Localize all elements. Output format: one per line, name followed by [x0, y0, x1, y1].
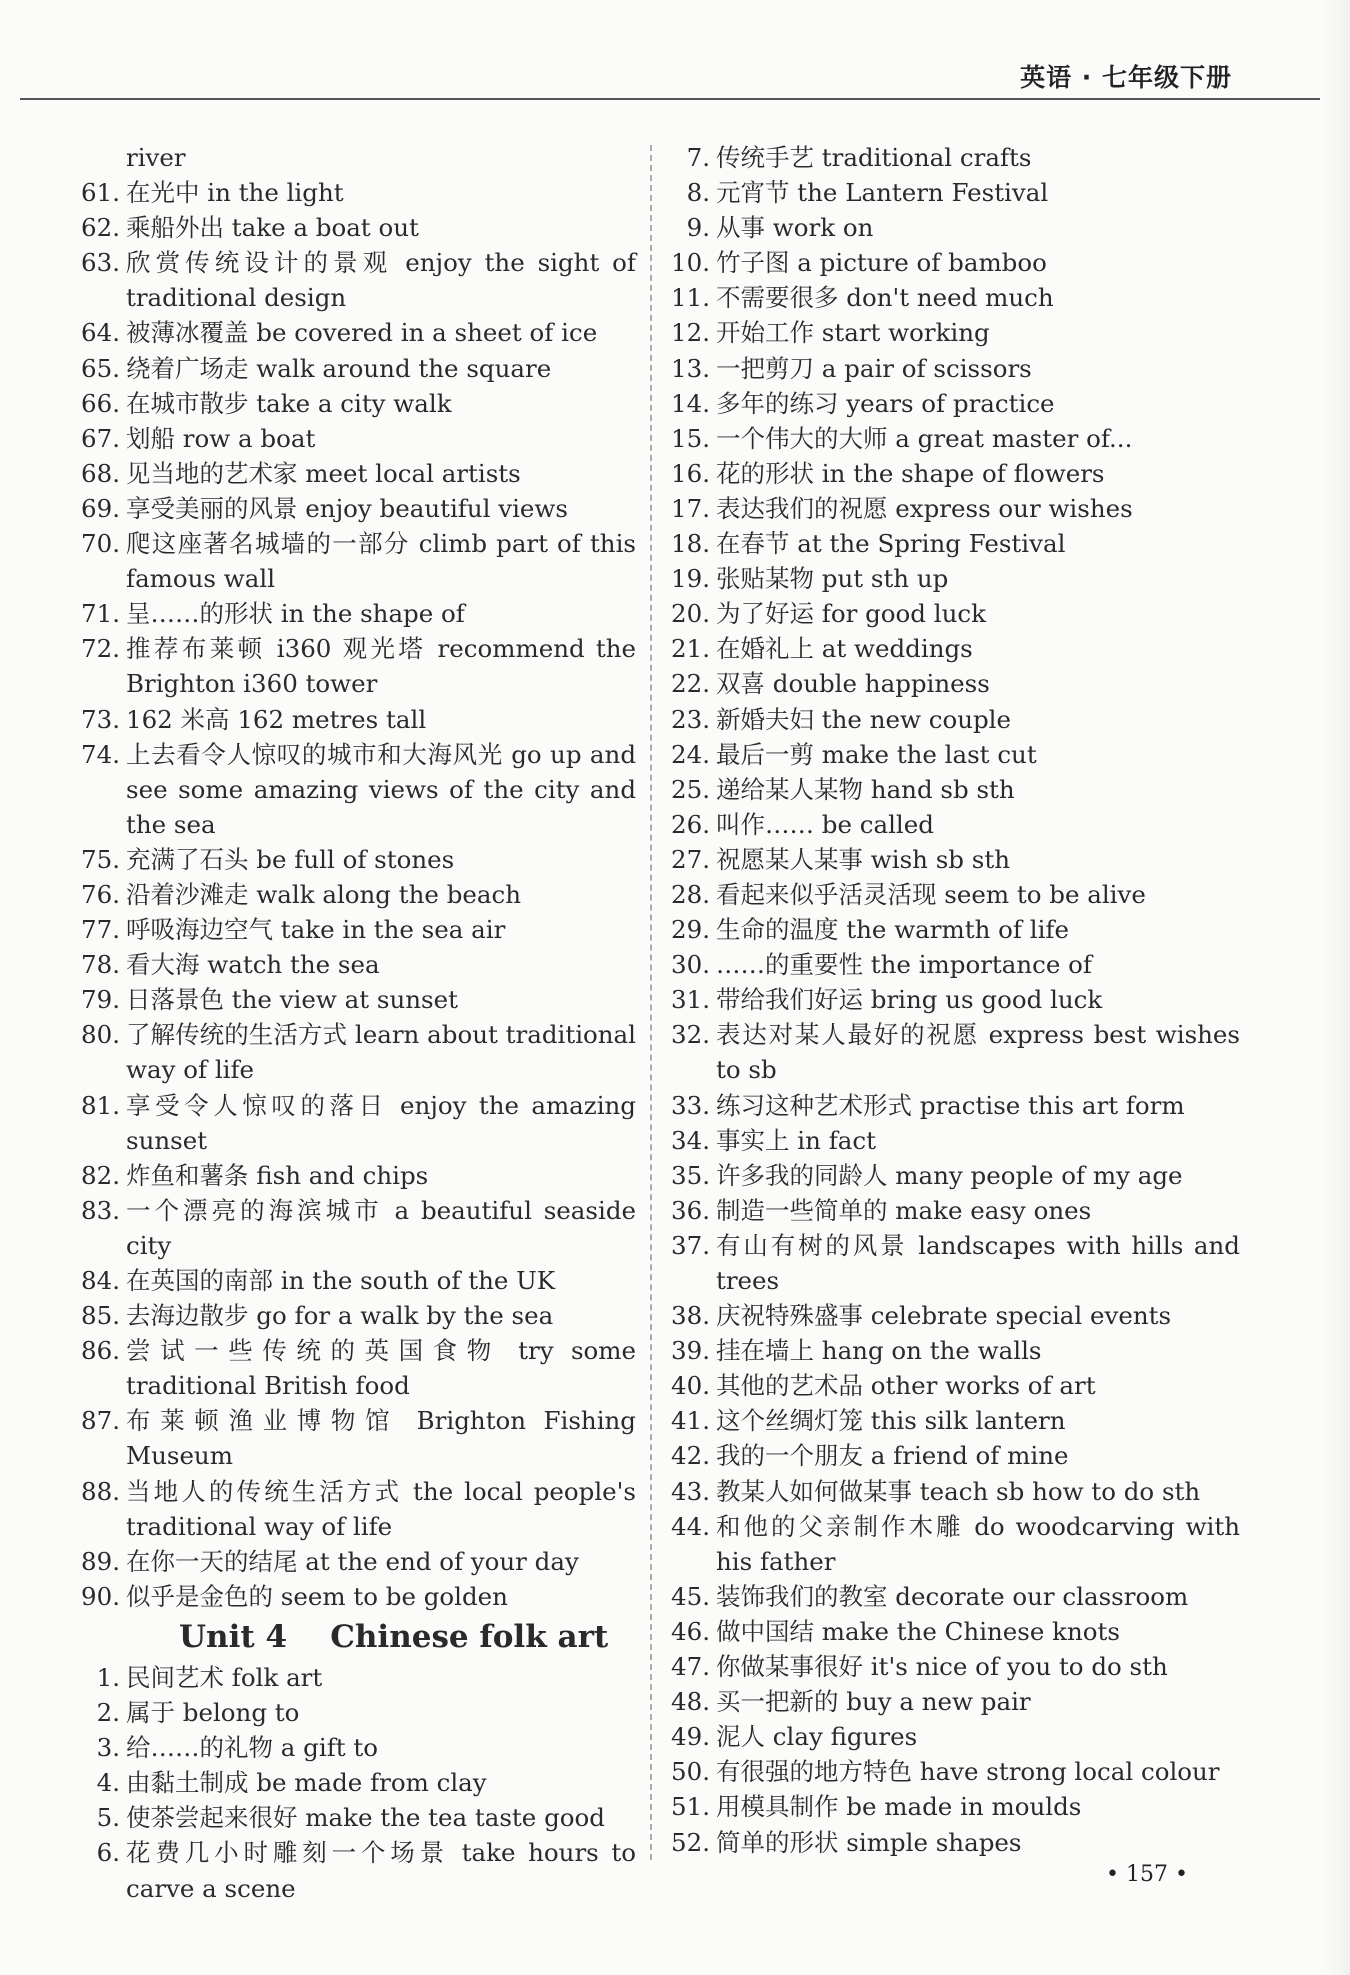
entry-text: 我的一个朋友 a friend of mine	[716, 1441, 1069, 1471]
entry-number: 70.	[81, 529, 120, 559]
entry-text: 练习这种艺术形式 practise this art form	[716, 1090, 1185, 1120]
entry-number: 45.	[671, 1581, 710, 1611]
entry-text: 在光中 in the light	[126, 178, 344, 208]
entry-number: 23.	[671, 704, 710, 734]
entry-text: 双喜 double happiness	[716, 669, 990, 699]
entry-text: 划船 row a boat	[126, 423, 316, 453]
margin-shade	[1322, 0, 1350, 1975]
entry-text: 张贴某物 put sth up	[716, 564, 949, 594]
entry-text: 去海边散步 go for a walk by the sea	[126, 1301, 554, 1331]
entry-number: 64.	[81, 318, 120, 348]
entry-number: 35.	[671, 1160, 710, 1190]
entry-number: 28.	[671, 879, 710, 909]
entry-number: 81.	[81, 1090, 120, 1120]
vocab-entry	[76, 1333, 636, 1403]
column-divider	[650, 145, 652, 1860]
vocab-entry	[76, 1263, 636, 1298]
vocab-entry	[76, 912, 636, 947]
entry-text: 使茶尝起来很好 make the tea taste good	[126, 1803, 605, 1833]
entry-text: 买一把新的 buy a new pair	[716, 1687, 1031, 1717]
vocab-entry	[76, 1193, 636, 1263]
entry-text: 在婚礼上 at weddings	[716, 634, 973, 664]
entry-text: 当地人的传统生活方式 the local people's traditional way of life	[126, 1476, 636, 1541]
entry-number: 89.	[81, 1546, 120, 1576]
entry-number: 3.	[96, 1733, 120, 1763]
vocab-entry	[666, 1474, 1240, 1509]
entry-number: 86.	[81, 1336, 120, 1366]
entry-number: 85.	[81, 1301, 120, 1331]
vocab-entry	[666, 842, 1240, 877]
vocab-entry	[76, 1298, 636, 1333]
entry-text: 民间艺术 folk art	[126, 1662, 323, 1692]
entry-text: 由黏土制成 be made from clay	[126, 1768, 487, 1798]
vocab-entry	[76, 1474, 636, 1544]
entry-number: 84.	[81, 1266, 120, 1295]
entry-text: 这个丝绸灯笼 this silk lantern	[716, 1406, 1066, 1436]
vocab-entry	[76, 702, 636, 737]
entry-number: 41.	[671, 1406, 710, 1436]
entry-text: 泥人 clay figures	[716, 1722, 918, 1752]
entry-text: 似乎是金色的 seem to be golden	[126, 1581, 508, 1611]
entry-text: 不需要很多 don't need much	[716, 283, 1054, 313]
vocab-entry	[666, 1403, 1240, 1438]
vocab-entry	[76, 1088, 636, 1158]
entry-number: 20.	[671, 599, 710, 629]
entry-text: 在你一天的结尾 at the end of your day	[126, 1546, 579, 1576]
entry-number: 48.	[671, 1687, 710, 1717]
entry-text: 了解传统的生活方式 learn about traditional way of life	[126, 1020, 636, 1085]
entry-number: 19.	[671, 564, 710, 594]
entry-text: ……的重要性 the importance of	[716, 950, 1092, 980]
vocab-entry	[666, 1438, 1240, 1473]
entry-text: 挂在墙上 hang on the walls	[716, 1336, 1042, 1366]
right-entry-list	[666, 140, 1240, 1860]
vocab-entry	[666, 1614, 1240, 1649]
entry-number: 26.	[671, 809, 710, 839]
entry-text: 事实上 in fact	[716, 1125, 876, 1155]
vocab-entry	[76, 1800, 636, 1835]
vocab-entry	[666, 631, 1240, 666]
entry-number: 9.	[686, 213, 710, 243]
entry-text: 用模具制作 be made in moulds	[716, 1792, 1082, 1822]
entry-number: 51.	[671, 1792, 710, 1822]
entry-text: 其他的艺术品 other works of art	[716, 1371, 1096, 1401]
entry-number: 76.	[81, 879, 120, 909]
vocab-entry	[76, 1835, 636, 1905]
vocab-entry	[666, 1789, 1240, 1824]
entry-number: 39.	[671, 1336, 710, 1366]
entry-text: 一个伟大的大师 a great master of...	[716, 423, 1133, 453]
entry-number: 71.	[81, 599, 120, 629]
vocab-entry	[666, 140, 1240, 175]
entry-text: 制造一些简单的 make easy ones	[716, 1195, 1092, 1225]
entry-text: 一把剪刀 a pair of scissors	[716, 353, 1032, 383]
vocab-entry	[666, 1649, 1240, 1684]
vocab-entry	[666, 1368, 1240, 1403]
entry-number: 17.	[671, 493, 710, 523]
entry-text: 表达对某人最好的祝愿 express best wishes to sb	[716, 1020, 1240, 1085]
entry-text: 花的形状 in the shape of flowers	[716, 458, 1105, 488]
entry-number: 13.	[671, 353, 710, 383]
vocab-entry	[76, 1660, 636, 1695]
entry-text: 新婚夫妇 the new couple	[716, 704, 1012, 734]
entry-text: 在春节 at the Spring Festival	[716, 529, 1066, 559]
entry-number: 34.	[671, 1125, 710, 1155]
vocab-entry	[76, 631, 636, 701]
entry-number: 66.	[81, 388, 120, 418]
vocab-entry	[666, 772, 1240, 807]
vocab-entry	[76, 842, 636, 877]
vocab-entry	[76, 877, 636, 912]
vocab-entry	[666, 1017, 1240, 1087]
entry-text: 上去看令人惊叹的城市和大海风光 go up and see some amazing views of the city and the sea	[126, 739, 636, 839]
entry-text: 乘船外出 take a boat out	[126, 213, 419, 243]
vocab-entry	[666, 596, 1240, 631]
entry-text: 多年的练习 years of practice	[716, 388, 1055, 418]
entry-text: 开始工作 start working	[716, 318, 990, 348]
entry-number: 37.	[671, 1230, 710, 1260]
entry-number: 40.	[671, 1371, 710, 1401]
vocab-entry	[666, 1333, 1240, 1368]
vocab-entry	[666, 526, 1240, 561]
entry-text: 有很强的地方特色 have strong local colour	[716, 1757, 1220, 1787]
entry-text: 你做某事很好 it's nice of you to do sth	[716, 1652, 1168, 1682]
entry-text: river	[126, 143, 186, 172]
entry-text: 有山有树的风景 landscapes with hills and trees	[716, 1230, 1240, 1295]
entry-number: 33.	[671, 1090, 710, 1120]
entry-text: 给……的礼物 a gift to	[126, 1733, 378, 1763]
right-column	[666, 140, 1240, 1860]
vocab-entry	[76, 1017, 636, 1087]
entry-text: 充满了石头 be full of stones	[126, 844, 455, 874]
entry-number: 8.	[686, 178, 710, 208]
entry-number: 80.	[81, 1020, 120, 1050]
vocab-entry	[666, 1825, 1240, 1860]
vocab-entry	[76, 491, 636, 526]
entry-text: 花费几小时雕刻一个场景 take hours to carve a scene	[126, 1838, 636, 1903]
vocab-entry	[666, 1579, 1240, 1614]
entry-text: 简单的形状 simple shapes	[716, 1827, 1022, 1857]
entry-text: 祝愿某人某事 wish sb sth	[716, 844, 1010, 874]
vocab-entry	[666, 1719, 1240, 1754]
entry-text: 看起来似乎活灵活现 seem to be alive	[716, 879, 1146, 909]
entry-text: 最后一剪 make the last cut	[716, 739, 1037, 769]
entry-number: 73.	[81, 704, 120, 734]
entry-number: 61.	[81, 178, 120, 208]
entry-text: 做中国结 make the Chinese knots	[716, 1616, 1120, 1646]
entry-number: 50.	[671, 1757, 710, 1787]
entry-text: 呼吸海边空气 take in the sea air	[126, 915, 506, 945]
entry-number: 21.	[671, 634, 710, 664]
entry-number: 12.	[671, 318, 710, 348]
vocab-entry	[666, 1193, 1240, 1228]
running-header: 英语 · 七年级下册	[1020, 63, 1232, 92]
vocab-entry	[666, 175, 1240, 210]
vocab-entry	[666, 421, 1240, 456]
vocab-entry	[76, 315, 636, 350]
entry-number: 36.	[671, 1195, 710, 1225]
vocab-entry	[666, 491, 1240, 526]
entry-number: 46.	[671, 1616, 710, 1646]
entry-number: 47.	[671, 1652, 710, 1682]
vocab-entry	[76, 1730, 636, 1765]
vocab-entry	[666, 947, 1240, 982]
entry-number: 77.	[81, 915, 120, 945]
entry-number: 38.	[671, 1301, 710, 1331]
entry-number: 82.	[81, 1160, 120, 1190]
vocab-entry	[76, 1695, 636, 1730]
vocab-entry	[666, 315, 1240, 350]
entry-number: 75.	[81, 844, 120, 874]
entry-text: 尝试一些传统的英国食物 try some traditional British food	[126, 1336, 636, 1401]
entry-text: 一个漂亮的海滨城市 a beautiful seaside city	[126, 1195, 636, 1260]
entry-number: 14.	[671, 388, 710, 418]
entry-number: 68.	[81, 458, 120, 488]
vocab-entry	[666, 561, 1240, 596]
entry-number: 83.	[81, 1195, 120, 1225]
entry-number: 6.	[96, 1838, 120, 1868]
entry-number: 62.	[81, 213, 120, 243]
entry-text: 带给我们好运 bring us good luck	[716, 985, 1103, 1015]
vocab-entry	[76, 456, 636, 491]
vocab-entry	[76, 386, 636, 421]
entry-text: 在英国的南部 in the south of the UK	[126, 1266, 556, 1295]
vocab-entry	[76, 1158, 636, 1193]
vocab-entry	[76, 1544, 636, 1579]
entry-text: 见当地的艺术家 meet local artists	[126, 458, 521, 488]
entry-number: 90.	[81, 1581, 120, 1611]
entry-text: 享受美丽的风景 enjoy beautiful views	[126, 493, 568, 523]
vocab-entry	[666, 807, 1240, 842]
vocab-entry	[666, 702, 1240, 737]
entry-text: 表达我们的祝愿 express our wishes	[716, 493, 1133, 523]
vocab-entry	[666, 386, 1240, 421]
entry-text: 叫作…… be called	[716, 809, 934, 839]
vocab-entry	[76, 596, 636, 631]
entry-number: 22.	[671, 669, 710, 699]
entry-text: 看大海 watch the sea	[126, 950, 380, 980]
entry-text: 传统手艺 traditional crafts	[716, 143, 1032, 172]
entry-text: 爬这座著名城墙的一部分 climb part of this famous wall	[126, 529, 636, 594]
entry-text: 欣赏传统设计的景观 enjoy the sight of traditional design	[126, 248, 636, 313]
vocab-entry	[666, 210, 1240, 245]
entry-number: 32.	[671, 1020, 710, 1050]
vocab-entry	[76, 737, 636, 842]
entry-text: 炸鱼和薯条 fish and chips	[126, 1160, 429, 1190]
entry-number: 67.	[81, 423, 120, 453]
vocab-entry	[666, 456, 1240, 491]
entry-text: 呈……的形状 in the shape of	[126, 599, 465, 629]
vocab-entry	[666, 1298, 1240, 1333]
entry-text: 日落景色 the view at sunset	[126, 985, 458, 1015]
entry-number: 25.	[671, 774, 710, 804]
entry-number: 29.	[671, 915, 710, 945]
entry-number: 15.	[671, 423, 710, 453]
entry-number: 24.	[671, 739, 710, 769]
vocab-entry	[76, 210, 636, 245]
vocab-entry	[666, 1158, 1240, 1193]
entry-number: 65.	[81, 353, 120, 383]
entry-text: 从事 work on	[716, 213, 874, 243]
entry-number: 49.	[671, 1722, 710, 1752]
entry-text: 在城市散步 take a city walk	[126, 388, 452, 418]
entry-number: 7.	[686, 143, 710, 172]
unit-heading: Unit 4 Chinese folk art	[179, 1618, 609, 1655]
vocab-entry	[666, 280, 1240, 315]
header-rule	[20, 98, 1320, 100]
entry-text: 许多我的同龄人 many people of my age	[716, 1160, 1183, 1190]
entry-number: 11.	[671, 283, 710, 313]
vocab-entry	[666, 1088, 1240, 1123]
entry-number: 2.	[96, 1698, 120, 1728]
entry-number: 43.	[671, 1476, 710, 1506]
vocab-entry	[666, 1228, 1240, 1298]
entry-text: 竹子图 a picture of bamboo	[716, 248, 1047, 278]
vocab-entry	[666, 1684, 1240, 1719]
vocab-entry	[76, 1765, 636, 1800]
vocab-entry	[666, 1123, 1240, 1158]
entry-number: 27.	[671, 844, 710, 874]
vocab-entry	[76, 1579, 636, 1614]
entry-text: 属于 belong to	[126, 1698, 300, 1728]
entry-text: 庆祝特殊盛事 celebrate special events	[716, 1301, 1172, 1331]
vocab-entry	[666, 245, 1240, 280]
entry-number: 87.	[81, 1406, 120, 1436]
vocab-entry	[666, 666, 1240, 701]
entry-number: 4.	[96, 1768, 120, 1798]
entry-text: 装饰我们的教室 decorate our classroom	[716, 1581, 1189, 1611]
entry-text: 元宵节 the Lantern Festival	[716, 178, 1049, 208]
vocab-entry	[666, 912, 1240, 947]
entry-text: 162 米高 162 metres tall	[126, 704, 427, 734]
entry-number: 31.	[671, 985, 710, 1015]
entry-number: 72.	[81, 634, 120, 664]
entry-text: 教某人如何做某事 teach sb how to do sth	[716, 1476, 1201, 1506]
entry-text: 和他的父亲制作木雕 do woodcarving with his father	[716, 1511, 1240, 1576]
vocab-entry	[76, 175, 636, 210]
vocab-entry	[666, 351, 1240, 386]
page-number: • 157 •	[1106, 1862, 1188, 1887]
entry-number: 88.	[81, 1476, 120, 1506]
entry-text: 布莱顿渔业博物馆 Brighton Fishing Museum	[126, 1406, 636, 1471]
vocab-entry	[666, 877, 1240, 912]
entry-text: 生命的温度 the warmth of life	[716, 915, 1069, 945]
entry-number: 5.	[96, 1803, 120, 1833]
entry-text: 绕着广场走 walk around the square	[126, 353, 552, 383]
entry-text: 推荐布莱顿 i360 观光塔 recommend the Brighton i360 tower	[126, 634, 636, 699]
unit-entry-list	[76, 1660, 636, 1906]
entry-number: 44.	[671, 1511, 710, 1541]
entry-text: 为了好运 for good luck	[716, 599, 986, 629]
vocab-entry	[666, 982, 1240, 1017]
entry-number: 78.	[81, 950, 120, 980]
vocab-entry	[76, 140, 636, 175]
entry-number: 74.	[81, 739, 120, 769]
entry-number: 69.	[81, 493, 120, 523]
vocab-entry	[76, 351, 636, 386]
entry-number: 16.	[671, 458, 710, 488]
vocab-entry	[76, 245, 636, 315]
vocab-entry	[76, 947, 636, 982]
entry-text: 享受令人惊叹的落日 enjoy the amazing sunset	[126, 1090, 636, 1155]
vocab-entry	[666, 1509, 1240, 1579]
vocab-entry	[76, 526, 636, 596]
entry-number: 10.	[671, 248, 710, 278]
vocab-entry	[76, 982, 636, 1017]
vocab-entry	[76, 1403, 636, 1473]
vocab-entry	[666, 737, 1240, 772]
entry-text: 被薄冰覆盖 be covered in a sheet of ice	[126, 318, 598, 348]
vocab-entry	[666, 1754, 1240, 1789]
entry-number: 42.	[671, 1441, 710, 1471]
entry-number: 63.	[81, 248, 120, 278]
entry-number: 30.	[671, 950, 710, 980]
entry-number: 1.	[96, 1662, 120, 1692]
vocab-entry	[76, 421, 636, 456]
entry-text: 递给某人某物 hand sb sth	[716, 774, 1015, 804]
entry-number: 79.	[81, 985, 120, 1015]
left-entry-list	[76, 140, 636, 1614]
left-column	[76, 140, 636, 1906]
entry-text: 沿着沙滩走 walk along the beach	[126, 879, 521, 909]
entry-number: 52.	[671, 1827, 710, 1857]
entry-number: 18.	[671, 529, 710, 559]
